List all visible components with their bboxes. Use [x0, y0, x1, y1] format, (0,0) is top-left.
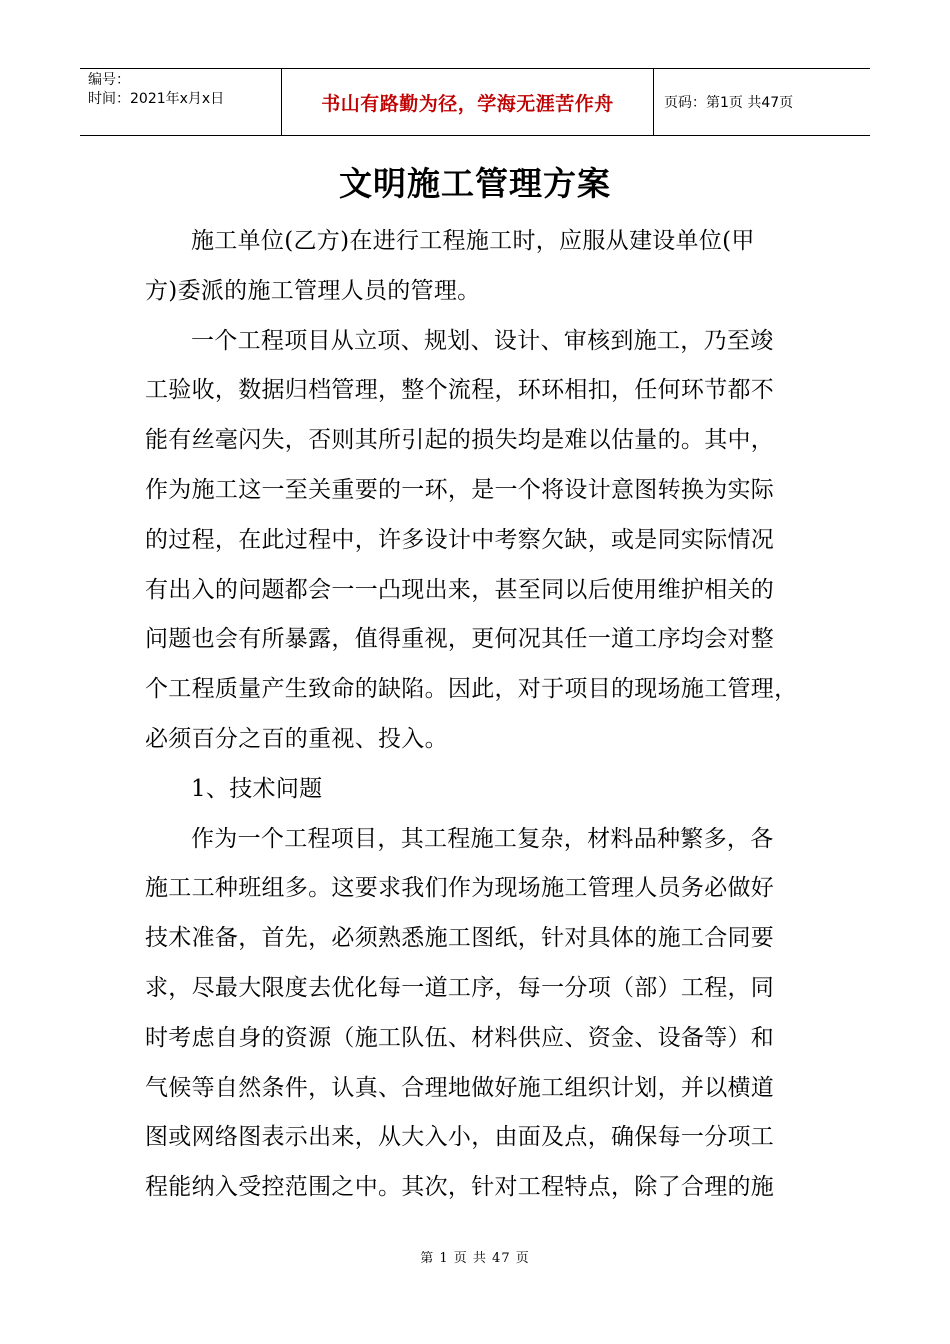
section-heading: [145, 765, 811, 815]
text-line: 图或网络图表示出来，从大入小，由面及点，确保每一分项工: [145, 1124, 775, 1151]
text-line: 技术准备，首先，必须熟悉施工图纸，针对具体的施工合同要: [145, 925, 775, 952]
text-line: 程能纳入受控范围之中。其次，针对工程特点，除了合理的施: [145, 1174, 775, 1201]
text-line: 作为一个工程项目，其工程施工复杂，材料品种繁多，各: [191, 825, 774, 852]
text-line: 施工单位(乙方)在进行工程施工时，应服从建设单位(甲: [191, 228, 755, 254]
paragraph: [145, 217, 811, 317]
document-title: 文明施工管理方案: [339, 164, 611, 203]
page-footer: 第 1 页 共 47 页: [420, 1251, 530, 1266]
text-line: 气候等自然条件，认真、合理地做好施工组织计划，并以横道: [145, 1074, 775, 1101]
header-page-cell: [654, 69, 870, 135]
text-line: 问题也会有所暴露，值得重视，更何况其任一道工序均会对整: [145, 626, 775, 653]
paragraph: [145, 317, 811, 765]
text-line: 工验收，数据归档管理，整个流程，环环相扣，任何环节都不: [145, 377, 775, 404]
text-line: 施工工种班组多。这要求我们作为现场施工管理人员务必做好: [145, 875, 775, 902]
header-motto-cell: [282, 69, 654, 135]
text-line: 一个工程项目从立项、规划、设计、审核到施工，乃至竣: [191, 327, 774, 354]
header-table: [80, 68, 870, 136]
text-line: 1、技术问题: [191, 775, 323, 802]
text-line: 求，尽最大限度去优化每一道工序，每一分项（部）工程，同: [145, 974, 775, 1001]
text-line: 有出入的问题都会一一凸现出来，甚至同以后使用维护相关的: [145, 576, 775, 603]
text-line: 时考虑自身的资源（施工队伍、材料供应、资金、设备等）和: [145, 1024, 775, 1051]
header-meta-cell: [80, 69, 282, 135]
time-label: 时间：2021年x月x日: [88, 91, 225, 107]
motto-text: 书山有路勤为径，学海无涯苦作舟: [321, 92, 614, 115]
text-line: 能有丝毫闪失，否则其所引起的损失均是难以估量的。其中，: [145, 427, 775, 454]
paragraph: [145, 815, 811, 1213]
page-info: 页码：第1页 共47页: [664, 95, 794, 111]
text-line: 作为施工这一至关重要的一环，是一个将设计意图转换为实际: [145, 476, 775, 503]
text-line: 的过程，在此过程中，许多设计中考察欠缺，或是同实际情况: [145, 526, 775, 553]
number-label: 编号：: [88, 72, 130, 88]
text-line: 必须百分之百的重视、投入。: [145, 725, 448, 752]
document-body: [145, 217, 811, 1213]
text-line: 个工程质量产生致命的缺陷。因此，对于项目的现场施工管理，: [145, 676, 798, 703]
text-line: 方)委派的施工管理人员的管理。: [145, 277, 481, 304]
